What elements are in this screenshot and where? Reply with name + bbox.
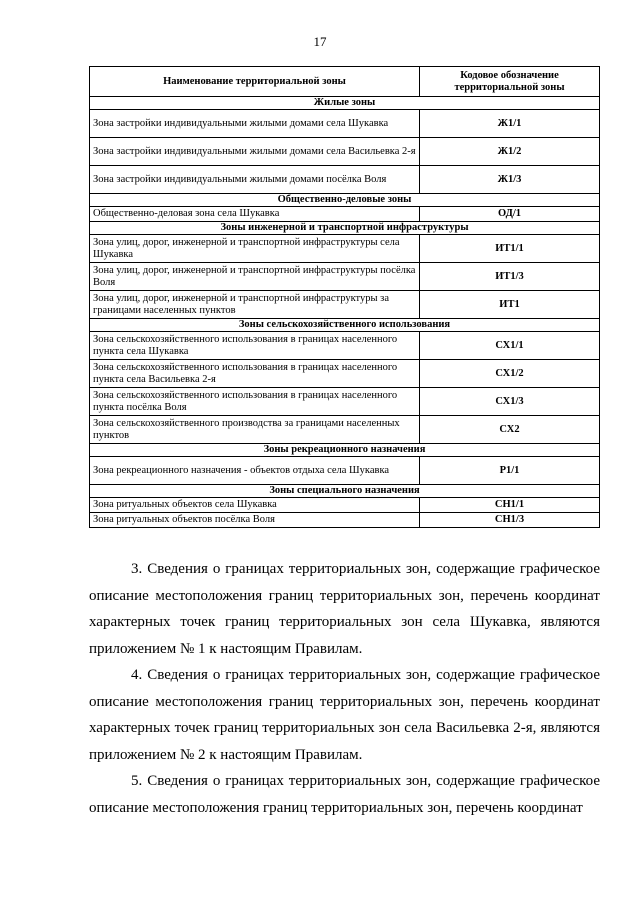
zone-code: СХ1/3 [420,388,600,416]
zone-code: ИТ1 [420,291,600,319]
zone-name: Зона застройки индивидуальными жилыми домами посёлка Воля [90,166,420,194]
section-row [90,97,600,110]
zone-code: СХ1/2 [420,360,600,388]
section-title: Общественно-деловые зоны [90,194,600,207]
table-row [90,513,600,528]
zone-code: СН1/1 [420,498,600,513]
section-title: Зоны сельскохозяйственного использования [90,319,600,332]
section-title: Зоны специального назначения [90,485,600,498]
table-header-row [90,67,600,97]
section-row [90,319,600,332]
zone-code: СХ1/1 [420,332,600,360]
zone-code: СХ2 [420,416,600,444]
section-title: Зоны инженерной и транспортной инфраструктуры [90,222,600,235]
header-zone-code: Кодовое обозначение территориальной зоны [420,67,600,97]
table-row [90,332,600,360]
table-row [90,291,600,319]
zone-code: Ж1/3 [420,166,600,194]
paragraph: 5. Сведения о границах территориальных зон, содержащие графическое описание местоположения границ территориальных зон, перечень координат [89,773,600,816]
section-row [90,485,600,498]
zone-name: Зона сельскохозяйственного производства за границами населенных пунктов [90,416,420,444]
zone-name: Зона улиц, дорог, инженерной и транспортной инфраструктуры посёлка Воля [90,263,420,291]
zone-code: Ж1/1 [420,110,600,138]
section-row [90,194,600,207]
table-row [90,360,600,388]
table-row [90,457,600,485]
table-row [90,207,600,222]
table-row [90,110,600,138]
zone-name: Зона ритуальных объектов посёлка Воля [90,513,420,528]
table-row [90,263,600,291]
paragraph: 3. Сведения о границах территориальных зон, содержащие графическое описание местоположения границ территориальных зон, перечень координат характерных точек границ территориальных зон села Шукавка, являются приложением № 1 к настоящим Правилам. [89,561,600,657]
table-row [90,498,600,513]
zone-name: Зона ритуальных объектов села Шукавка [90,498,420,513]
zone-name: Зона рекреационного назначения - объектов отдыха села Шукавка [90,457,420,485]
table-row [90,138,600,166]
paragraph: 4. Сведения о границах территориальных зон, содержащие графическое описание местоположения границ территориальных зон, перечень координат характерных точек границ территориальных зон села Васильевка 2-я, являются приложением № 2 к настоящим Правилам. [89,667,600,763]
section-title: Зоны рекреационного назначения [90,444,600,457]
zone-name: Зона застройки индивидуальными жилыми домами села Шукавка [90,110,420,138]
zones-table [89,66,600,528]
section-row [90,222,600,235]
zone-code: ОД/1 [420,207,600,222]
section-row [90,444,600,457]
zone-name: Зона улиц, дорог, инженерной и транспортной инфраструктуры за границами населенных пунктов [90,291,420,319]
section-title: Жилые зоны [90,97,600,110]
header-zone-name: Наименование территориальной зоны [90,67,420,97]
zone-name: Зона сельскохозяйственного использования в границах населенного пункта села Васильевка 2-я [90,360,420,388]
zone-code: СН1/3 [420,513,600,528]
zone-name: Общественно-деловая зона села Шукавка [90,207,420,222]
zone-name: Зона застройки индивидуальными жилыми домами села Васильевка 2-я [90,138,420,166]
page-number: 17 [313,34,327,49]
zone-code: Р1/1 [420,457,600,485]
table-row [90,416,600,444]
table-row [90,235,600,263]
body-text [89,556,600,821]
zone-code: Ж1/2 [420,138,600,166]
zone-name: Зона сельскохозяйственного использования в границах населенного пункта села Шукавка [90,332,420,360]
zone-name: Зона сельскохозяйственного использования в границах населенного пункта посёлка Воля [90,388,420,416]
zone-code: ИТ1/1 [420,235,600,263]
table-row [90,388,600,416]
table-row [90,166,600,194]
zone-code: ИТ1/3 [420,263,600,291]
zone-name: Зона улиц, дорог, инженерной и транспортной инфраструктуры села Шукавка [90,235,420,263]
